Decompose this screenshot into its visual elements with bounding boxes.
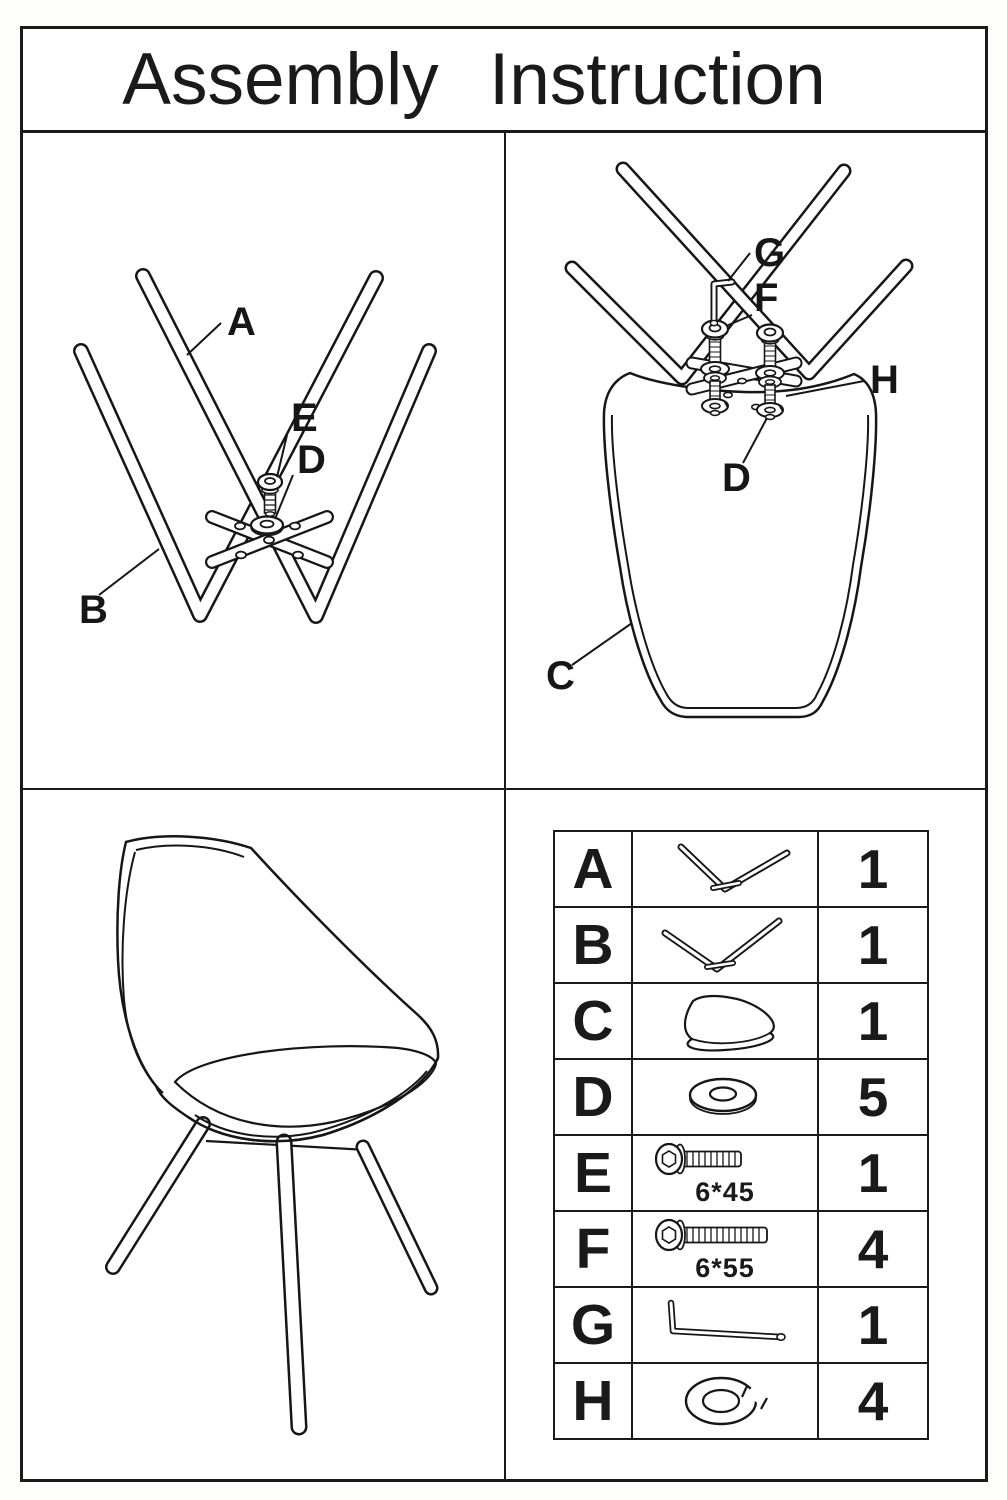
part-qty-cell	[818, 1211, 928, 1287]
parts-row-c	[554, 983, 928, 1059]
part-letter-cell	[554, 1059, 632, 1135]
part-qty-cell	[818, 1287, 928, 1363]
assembled-chair-drawing	[23, 790, 504, 1479]
title-band	[23, 29, 985, 133]
seat-shell-part	[604, 373, 876, 717]
panel-seat-underside-assembly	[504, 133, 985, 788]
part-size-label: 6*45	[695, 1177, 755, 1207]
base-frame-diagram	[23, 133, 504, 788]
parts-row-h	[554, 1363, 928, 1439]
part-icon-cell	[632, 907, 818, 983]
parts-row-g	[554, 1287, 928, 1363]
part-qty: 1	[857, 838, 889, 900]
panel-assembled-chair	[23, 788, 504, 1479]
panel-base-frame-assembly	[23, 133, 504, 788]
bolt-f-right-part	[756, 325, 784, 420]
part-letter: F	[575, 1217, 611, 1281]
leg-frame-b-icon	[635, 913, 815, 977]
part-qty: 1	[857, 1142, 889, 1204]
parts-row-d	[554, 1059, 928, 1135]
seat-shell-icon	[635, 989, 815, 1053]
part-qty: 4	[857, 1370, 889, 1432]
part-icon-cell	[632, 1059, 818, 1135]
part-icon-cell	[632, 1135, 818, 1211]
part-letter-cell	[554, 1135, 632, 1211]
part-qty-cell	[818, 1135, 928, 1211]
part-letter: A	[572, 837, 614, 901]
label-part-d: D	[297, 438, 326, 482]
part-qty-cell	[818, 831, 928, 907]
part-qty: 1	[857, 1294, 889, 1356]
bolt-icon	[635, 1138, 815, 1180]
allen-key-icon	[635, 1293, 815, 1357]
part-letter-cell	[554, 1363, 632, 1439]
parts-row-f	[554, 1211, 928, 1287]
part-letter-cell	[554, 907, 632, 983]
label-part-e: E	[291, 396, 318, 440]
label-part-b: B	[79, 588, 108, 632]
panel-grid	[23, 133, 985, 1479]
flat-washer-d-part	[251, 517, 283, 536]
parts-table	[553, 830, 929, 1440]
part-icon-cell	[632, 831, 818, 907]
lock-washer-icon	[635, 1369, 815, 1433]
part-letter-cell	[554, 1211, 632, 1287]
part-qty: 1	[857, 990, 889, 1052]
label-part-f: F	[754, 276, 779, 320]
chair-legs	[113, 1124, 431, 1427]
page-title: Assembly Instruction	[122, 39, 826, 120]
parts-row-e	[554, 1135, 928, 1211]
label-part-c: C	[546, 654, 575, 698]
bolt-icon	[635, 1214, 815, 1256]
part-size-label: 6*55	[695, 1253, 755, 1283]
part-qty-cell	[818, 1363, 928, 1439]
part-letter: E	[573, 1141, 613, 1205]
part-qty-cell	[818, 1059, 928, 1135]
label-part-h: H	[870, 358, 899, 402]
label-part-g: G	[754, 231, 786, 275]
part-letter: B	[572, 913, 614, 977]
leg-frame-left-part	[572, 171, 844, 378]
part-qty: 1	[857, 914, 889, 976]
part-letter: H	[572, 1369, 614, 1433]
part-qty-cell	[818, 983, 928, 1059]
part-icon-cell	[632, 1287, 818, 1363]
parts-row-b	[554, 907, 928, 983]
part-icon-cell	[632, 1363, 818, 1439]
part-icon-cell	[632, 1211, 818, 1287]
part-qty: 4	[857, 1218, 889, 1280]
instruction-sheet	[20, 26, 988, 1482]
part-letter-cell	[554, 1287, 632, 1363]
bolt-f-left-part	[701, 321, 729, 416]
part-letter: G	[570, 1293, 616, 1357]
part-qty: 5	[857, 1066, 889, 1128]
label-part-a: A	[227, 300, 256, 344]
part-letter-cell	[554, 983, 632, 1059]
flat-washer-icon	[635, 1070, 815, 1124]
label-part-d: D	[722, 456, 751, 500]
part-letter: D	[572, 1065, 614, 1129]
part-letter-cell	[554, 831, 632, 907]
parts-row-a	[554, 831, 928, 907]
part-letter: C	[572, 989, 614, 1053]
seat-underside-diagram	[506, 133, 985, 788]
part-icon-cell	[632, 983, 818, 1059]
panel-parts-list	[504, 788, 985, 1479]
part-qty-cell	[818, 907, 928, 983]
leg-frame-a-icon	[635, 837, 815, 901]
